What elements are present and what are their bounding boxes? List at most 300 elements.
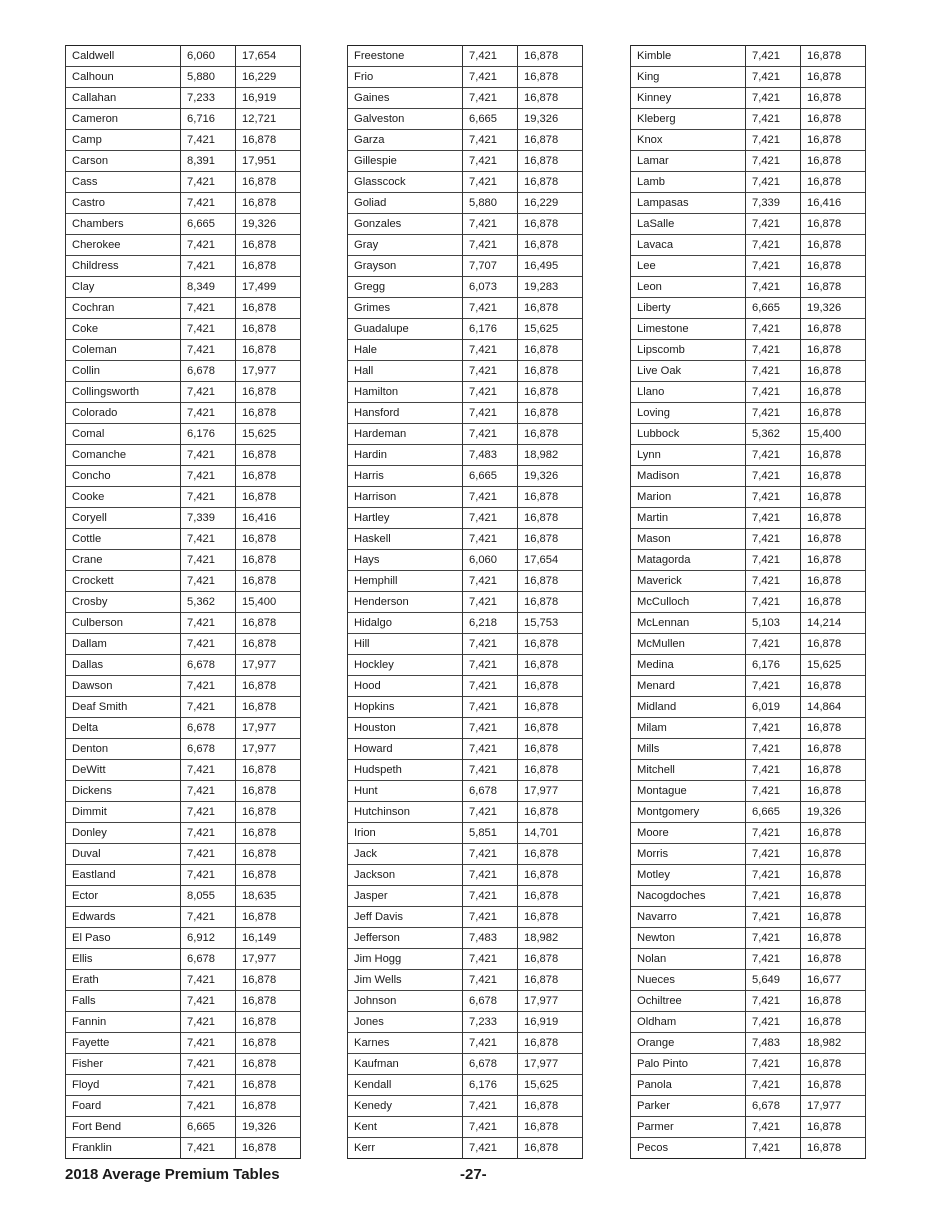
table-row [348, 634, 583, 655]
premium-value-cell-2: 19,326 [236, 214, 301, 235]
premium-value-cell-2: 16,878 [236, 382, 301, 403]
county-name-cell: El Paso [66, 928, 181, 949]
premium-value-cell-1: 7,421 [181, 697, 236, 718]
county-name-cell: Floyd [66, 1075, 181, 1096]
county-name-cell: Dimmit [66, 802, 181, 823]
county-name-cell: Jack [348, 844, 463, 865]
table-row [631, 319, 866, 340]
premium-value-cell-2: 16,878 [236, 634, 301, 655]
county-name-cell: Chambers [66, 214, 181, 235]
table-row [348, 424, 583, 445]
premium-value-cell-1: 7,421 [463, 592, 518, 613]
county-name-cell: Leon [631, 277, 746, 298]
premium-value-cell-1: 7,421 [181, 550, 236, 571]
premium-value-cell-2: 16,878 [236, 340, 301, 361]
premium-value-cell-2: 16,878 [518, 1138, 583, 1159]
county-name-cell: Mills [631, 739, 746, 760]
county-name-cell: Guadalupe [348, 319, 463, 340]
county-name-cell: Grimes [348, 298, 463, 319]
county-name-cell: LaSalle [631, 214, 746, 235]
county-name-cell: Jackson [348, 865, 463, 886]
county-name-cell: Lamb [631, 172, 746, 193]
premium-value-cell-2: 16,878 [236, 1138, 301, 1159]
county-name-cell: Kent [348, 1117, 463, 1138]
premium-value-cell-2: 16,919 [236, 88, 301, 109]
premium-value-cell-1: 7,421 [746, 1117, 801, 1138]
premium-value-cell-2: 16,149 [236, 928, 301, 949]
premium-value-cell-1: 7,421 [181, 634, 236, 655]
county-name-cell: Lee [631, 256, 746, 277]
county-name-cell: Fisher [66, 1054, 181, 1075]
table-row [348, 1075, 583, 1096]
premium-value-cell-1: 7,421 [746, 1054, 801, 1075]
county-name-cell: Hill [348, 634, 463, 655]
county-name-cell: Milam [631, 718, 746, 739]
premium-value-cell-1: 8,055 [181, 886, 236, 907]
table-row [66, 109, 301, 130]
table-row [66, 886, 301, 907]
table-row [66, 256, 301, 277]
premium-value-cell-2: 16,878 [236, 613, 301, 634]
table-row [348, 172, 583, 193]
table-row [66, 844, 301, 865]
table-row [348, 109, 583, 130]
county-name-cell: Nolan [631, 949, 746, 970]
footer-title: 2018 Average Premium Tables [65, 1166, 280, 1183]
premium-value-cell-1: 7,421 [463, 949, 518, 970]
county-name-cell: Hale [348, 340, 463, 361]
county-name-cell: Clay [66, 277, 181, 298]
table-row [66, 697, 301, 718]
premium-value-cell-1: 6,019 [746, 697, 801, 718]
table-row [66, 130, 301, 151]
premium-value-cell-1: 6,678 [181, 718, 236, 739]
table-row [66, 1138, 301, 1159]
table-row [348, 676, 583, 697]
premium-value-cell-2: 16,878 [236, 1054, 301, 1075]
premium-value-cell-1: 6,678 [463, 1054, 518, 1075]
premium-value-cell-2: 16,878 [518, 907, 583, 928]
premium-value-cell-2: 16,878 [236, 802, 301, 823]
premium-value-cell-2: 16,878 [801, 319, 866, 340]
premium-table-column-3 [630, 45, 866, 1159]
premium-value-cell-2: 16,878 [801, 340, 866, 361]
table-row [348, 760, 583, 781]
premium-value-cell-2: 17,977 [518, 1054, 583, 1075]
premium-value-cell-1: 7,421 [746, 865, 801, 886]
table-row [631, 676, 866, 697]
premium-value-cell-1: 7,421 [463, 424, 518, 445]
table-row [631, 109, 866, 130]
county-name-cell: Dallam [66, 634, 181, 655]
table-row [66, 1033, 301, 1054]
premium-value-cell-2: 16,878 [801, 676, 866, 697]
table-row [631, 760, 866, 781]
premium-value-cell-2: 16,878 [518, 67, 583, 88]
table-row [66, 319, 301, 340]
table-row [631, 46, 866, 67]
premium-value-cell-1: 7,421 [463, 634, 518, 655]
table-row [348, 256, 583, 277]
premium-value-cell-2: 17,977 [236, 949, 301, 970]
table-row [348, 46, 583, 67]
premium-value-cell-2: 16,878 [518, 886, 583, 907]
table-row [66, 67, 301, 88]
premium-value-cell-2: 17,499 [236, 277, 301, 298]
county-name-cell: Comal [66, 424, 181, 445]
table-row [631, 1075, 866, 1096]
premium-value-cell-2: 16,878 [236, 676, 301, 697]
premium-value-cell-2: 16,878 [801, 529, 866, 550]
table-row [631, 340, 866, 361]
table-row [348, 130, 583, 151]
county-name-cell: Ellis [66, 949, 181, 970]
premium-value-cell-2: 18,982 [518, 445, 583, 466]
premium-value-cell-2: 15,400 [801, 424, 866, 445]
county-name-cell: McCulloch [631, 592, 746, 613]
county-name-cell: Kimble [631, 46, 746, 67]
premium-value-cell-2: 16,878 [236, 1096, 301, 1117]
premium-value-cell-2: 16,878 [801, 130, 866, 151]
premium-value-cell-1: 7,421 [181, 1033, 236, 1054]
county-name-cell: Midland [631, 697, 746, 718]
premium-value-cell-1: 7,421 [181, 676, 236, 697]
table-row [348, 193, 583, 214]
premium-value-cell-2: 19,326 [518, 466, 583, 487]
premium-value-cell-2: 16,878 [236, 130, 301, 151]
premium-value-cell-1: 6,912 [181, 928, 236, 949]
premium-value-cell-2: 17,977 [236, 739, 301, 760]
premium-value-cell-2: 16,878 [236, 193, 301, 214]
premium-value-cell-2: 16,878 [801, 445, 866, 466]
county-name-cell: Concho [66, 466, 181, 487]
premium-value-cell-1: 7,421 [181, 781, 236, 802]
premium-value-cell-1: 8,349 [181, 277, 236, 298]
premium-value-cell-1: 6,176 [746, 655, 801, 676]
premium-value-cell-1: 6,678 [181, 949, 236, 970]
county-name-cell: Lampasas [631, 193, 746, 214]
table-row [66, 277, 301, 298]
table-row [631, 1033, 866, 1054]
county-name-cell: Karnes [348, 1033, 463, 1054]
table-row [66, 193, 301, 214]
county-name-cell: Crosby [66, 592, 181, 613]
premium-value-cell-1: 7,421 [746, 361, 801, 382]
premium-value-cell-2: 16,878 [801, 634, 866, 655]
county-name-cell: Knox [631, 130, 746, 151]
premium-value-cell-2: 16,229 [518, 193, 583, 214]
premium-value-cell-2: 16,878 [518, 634, 583, 655]
premium-value-cell-2: 16,878 [801, 1075, 866, 1096]
table-row [348, 151, 583, 172]
premium-value-cell-2: 16,878 [236, 235, 301, 256]
county-name-cell: Crockett [66, 571, 181, 592]
premium-value-cell-2: 16,878 [801, 46, 866, 67]
premium-value-cell-1: 7,421 [746, 46, 801, 67]
premium-value-cell-2: 16,878 [801, 382, 866, 403]
premium-value-cell-1: 7,421 [746, 319, 801, 340]
county-name-cell: Camp [66, 130, 181, 151]
table-row [66, 214, 301, 235]
table-row [631, 361, 866, 382]
county-name-cell: Newton [631, 928, 746, 949]
premium-value-cell-2: 16,878 [801, 403, 866, 424]
premium-value-cell-2: 16,878 [801, 781, 866, 802]
table-row [348, 613, 583, 634]
premium-value-cell-1: 7,421 [181, 445, 236, 466]
table-row [348, 340, 583, 361]
premium-value-cell-2: 16,878 [236, 970, 301, 991]
premium-value-cell-1: 7,421 [746, 550, 801, 571]
county-name-cell: Foard [66, 1096, 181, 1117]
premium-value-cell-1: 6,060 [181, 46, 236, 67]
county-name-cell: Howard [348, 739, 463, 760]
premium-value-cell-1: 7,421 [181, 403, 236, 424]
premium-value-cell-1: 7,421 [181, 760, 236, 781]
premium-value-cell-1: 7,421 [181, 907, 236, 928]
county-name-cell: Mason [631, 529, 746, 550]
table-row [631, 655, 866, 676]
county-name-cell: Matagorda [631, 550, 746, 571]
county-name-cell: Goliad [348, 193, 463, 214]
premium-value-cell-1: 7,421 [463, 361, 518, 382]
premium-value-cell-2: 18,982 [801, 1033, 866, 1054]
premium-value-cell-1: 7,421 [746, 949, 801, 970]
premium-value-cell-1: 7,421 [463, 760, 518, 781]
table-row [631, 130, 866, 151]
county-name-cell: Gonzales [348, 214, 463, 235]
premium-value-cell-1: 6,678 [463, 781, 518, 802]
premium-value-cell-2: 16,878 [518, 529, 583, 550]
table-row [631, 739, 866, 760]
county-name-cell: Jeff Davis [348, 907, 463, 928]
table-row [348, 1096, 583, 1117]
premium-value-cell-2: 18,982 [518, 928, 583, 949]
table-row [348, 781, 583, 802]
county-name-cell: Freestone [348, 46, 463, 67]
premium-value-cell-1: 6,678 [746, 1096, 801, 1117]
county-name-cell: Hall [348, 361, 463, 382]
premium-value-cell-2: 16,878 [801, 928, 866, 949]
premium-value-cell-1: 6,073 [463, 277, 518, 298]
table-row [348, 487, 583, 508]
premium-value-cell-2: 16,878 [518, 1096, 583, 1117]
county-name-cell: Kendall [348, 1075, 463, 1096]
table-row [631, 823, 866, 844]
premium-value-cell-1: 8,391 [181, 151, 236, 172]
premium-value-cell-2: 15,625 [518, 1075, 583, 1096]
table-row [631, 382, 866, 403]
table-row [66, 1012, 301, 1033]
premium-value-cell-1: 7,421 [463, 655, 518, 676]
county-name-cell: Caldwell [66, 46, 181, 67]
premium-value-cell-1: 7,421 [463, 970, 518, 991]
premium-value-cell-2: 14,701 [518, 823, 583, 844]
county-name-cell: Franklin [66, 1138, 181, 1159]
county-name-cell: Madison [631, 466, 746, 487]
county-name-cell: Jim Wells [348, 970, 463, 991]
table-row [66, 235, 301, 256]
county-name-cell: Lynn [631, 445, 746, 466]
table-row [631, 550, 866, 571]
county-name-cell: Hays [348, 550, 463, 571]
county-name-cell: Erath [66, 970, 181, 991]
premium-value-cell-1: 7,483 [746, 1033, 801, 1054]
table-row [348, 403, 583, 424]
premium-value-cell-1: 7,421 [746, 130, 801, 151]
table-row [631, 928, 866, 949]
county-name-cell: Cass [66, 172, 181, 193]
table-row [631, 697, 866, 718]
premium-value-cell-1: 5,362 [181, 592, 236, 613]
county-name-cell: Hidalgo [348, 613, 463, 634]
premium-value-cell-2: 16,878 [801, 466, 866, 487]
premium-value-cell-1: 7,421 [181, 970, 236, 991]
table-row [66, 361, 301, 382]
premium-value-cell-1: 7,421 [463, 487, 518, 508]
premium-value-cell-2: 16,878 [236, 319, 301, 340]
premium-value-cell-2: 16,878 [236, 844, 301, 865]
table-row [631, 256, 866, 277]
premium-value-cell-1: 7,483 [463, 445, 518, 466]
premium-value-cell-1: 7,421 [746, 844, 801, 865]
page-number: -27- [460, 1166, 487, 1183]
premium-value-cell-2: 16,878 [801, 151, 866, 172]
premium-value-cell-1: 6,665 [181, 1117, 236, 1138]
premium-value-cell-2: 16,878 [801, 991, 866, 1012]
table-row [348, 802, 583, 823]
county-name-cell: Lubbock [631, 424, 746, 445]
table-row [631, 487, 866, 508]
premium-value-cell-1: 7,421 [746, 1075, 801, 1096]
county-name-cell: Cherokee [66, 235, 181, 256]
county-name-cell: Gillespie [348, 151, 463, 172]
table-row [631, 781, 866, 802]
county-name-cell: Fannin [66, 1012, 181, 1033]
premium-value-cell-1: 7,421 [746, 403, 801, 424]
premium-value-cell-2: 16,878 [518, 487, 583, 508]
table-row [348, 88, 583, 109]
premium-value-cell-1: 7,421 [463, 172, 518, 193]
county-name-cell: Deaf Smith [66, 697, 181, 718]
table-row [66, 970, 301, 991]
county-name-cell: Hardin [348, 445, 463, 466]
county-name-cell: Llano [631, 382, 746, 403]
premium-value-cell-2: 17,951 [236, 151, 301, 172]
table-row [348, 298, 583, 319]
table-row [66, 151, 301, 172]
premium-value-cell-2: 16,878 [518, 949, 583, 970]
premium-value-cell-1: 5,362 [746, 424, 801, 445]
table-row [348, 319, 583, 340]
premium-value-cell-2: 15,400 [236, 592, 301, 613]
premium-value-cell-2: 16,878 [801, 886, 866, 907]
county-name-cell: Marion [631, 487, 746, 508]
premium-value-cell-2: 17,654 [518, 550, 583, 571]
table-row [631, 277, 866, 298]
table-row [66, 1054, 301, 1075]
premium-value-cell-2: 12,721 [236, 109, 301, 130]
premium-value-cell-2: 16,878 [236, 445, 301, 466]
premium-value-cell-2: 16,878 [236, 529, 301, 550]
premium-value-cell-1: 6,218 [463, 613, 518, 634]
premium-value-cell-1: 7,421 [746, 529, 801, 550]
table-row [631, 1012, 866, 1033]
premium-value-cell-1: 7,421 [181, 613, 236, 634]
county-name-cell: Mitchell [631, 760, 746, 781]
table-row [348, 466, 583, 487]
table-row [348, 277, 583, 298]
premium-value-cell-1: 7,421 [181, 1075, 236, 1096]
premium-value-cell-1: 7,421 [746, 487, 801, 508]
premium-value-cell-1: 7,421 [181, 1138, 236, 1159]
table-row [348, 592, 583, 613]
premium-value-cell-1: 7,421 [746, 277, 801, 298]
table-row [348, 928, 583, 949]
county-name-cell: Dawson [66, 676, 181, 697]
county-name-cell: Kerr [348, 1138, 463, 1159]
table-row [348, 1033, 583, 1054]
premium-value-cell-2: 16,878 [236, 487, 301, 508]
county-name-cell: Loving [631, 403, 746, 424]
table-row [631, 844, 866, 865]
premium-value-cell-2: 16,878 [801, 214, 866, 235]
premium-value-cell-1: 7,421 [463, 697, 518, 718]
premium-value-cell-1: 7,421 [181, 235, 236, 256]
premium-value-cell-1: 7,421 [746, 67, 801, 88]
table-row [631, 571, 866, 592]
premium-value-cell-1: 7,421 [463, 508, 518, 529]
premium-value-cell-2: 16,878 [801, 109, 866, 130]
county-name-cell: Delta [66, 718, 181, 739]
premium-value-cell-1: 7,421 [463, 46, 518, 67]
premium-value-cell-2: 15,625 [801, 655, 866, 676]
premium-table-column-1 [65, 45, 301, 1159]
premium-value-cell-1: 7,421 [746, 907, 801, 928]
table-row [631, 1138, 866, 1159]
county-name-cell: Pecos [631, 1138, 746, 1159]
premium-value-cell-1: 7,421 [463, 1096, 518, 1117]
premium-value-cell-2: 16,878 [236, 823, 301, 844]
county-name-cell: Houston [348, 718, 463, 739]
county-name-cell: Ochiltree [631, 991, 746, 1012]
county-name-cell: Fort Bend [66, 1117, 181, 1138]
table-row [348, 529, 583, 550]
county-name-cell: Panola [631, 1075, 746, 1096]
county-name-cell: McMullen [631, 634, 746, 655]
table-row [631, 424, 866, 445]
county-name-cell: Eastland [66, 865, 181, 886]
premium-value-cell-1: 7,421 [746, 172, 801, 193]
county-name-cell: Gray [348, 235, 463, 256]
premium-value-cell-2: 16,878 [801, 1138, 866, 1159]
premium-value-cell-1: 7,421 [746, 571, 801, 592]
table-row [348, 550, 583, 571]
county-name-cell: Hemphill [348, 571, 463, 592]
premium-value-cell-1: 7,421 [463, 382, 518, 403]
premium-value-cell-2: 16,878 [801, 235, 866, 256]
county-name-cell: Gaines [348, 88, 463, 109]
premium-value-cell-1: 7,483 [463, 928, 518, 949]
premium-value-cell-1: 5,103 [746, 613, 801, 634]
county-name-cell: Hansford [348, 403, 463, 424]
premium-value-cell-1: 7,421 [181, 382, 236, 403]
county-name-cell: Edwards [66, 907, 181, 928]
table-row [631, 907, 866, 928]
table-row [631, 151, 866, 172]
premium-value-cell-2: 16,878 [518, 970, 583, 991]
table-row [631, 529, 866, 550]
